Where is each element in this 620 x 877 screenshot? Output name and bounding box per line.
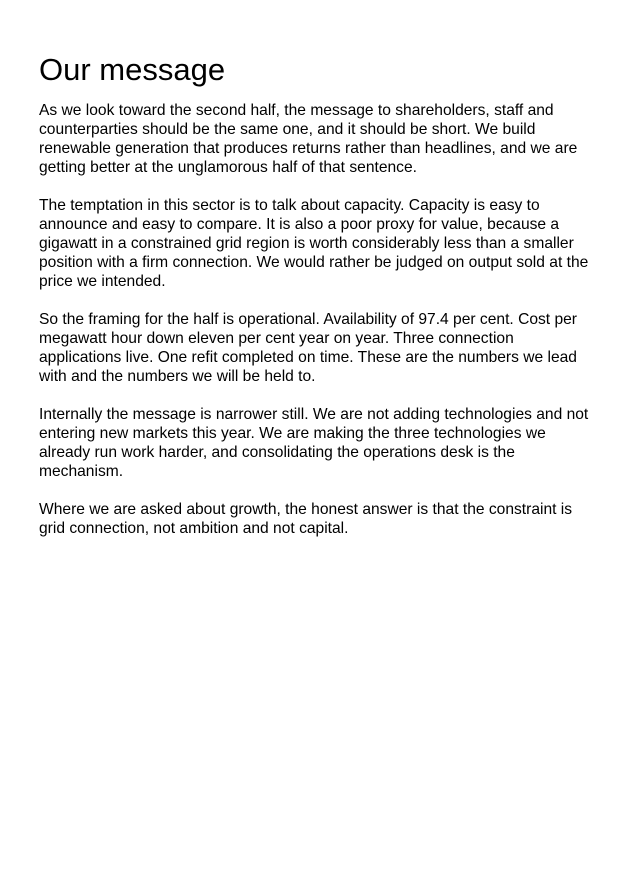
paragraph-5: Where we are asked about growth, the honest answer is that the constraint is grid connection, not ambition and not capital. — [39, 501, 573, 537]
paragraph-4: Internally the message is narrower still. We are not adding technologies and not entering new markets this year. We are making the three technologies we already run work harder, and consolidating the operations desk is the mechanism. — [39, 406, 589, 480]
page-title: Our message — [39, 52, 226, 87]
document-page — [39, 50, 589, 557]
paragraph-3: So the framing for the half is operational. Availability of 97.4 per cent. Cost per megawatt hour down eleven per cent year on year. Three connection applications live. One refit completed on time. These are the numbers we lead with and the numbers we will be held to. — [39, 311, 577, 385]
paragraph-1: As we look toward the second half, the message to shareholders, staff and counterparties should be the same one, and it should be short. We build renewable generation that produces returns rather than headlines, and we are getting better at the unglamorous half of that sentence. — [39, 102, 578, 176]
paragraph-2: The temptation in this sector is to talk about capacity. Capacity is easy to announce and easy to compare. It is also a poor proxy for value, because a gigawatt in a constrained grid region is worth considerably less than a smaller position with a firm connection. We would rather be judged on output sold at the price we intended. — [39, 197, 589, 290]
